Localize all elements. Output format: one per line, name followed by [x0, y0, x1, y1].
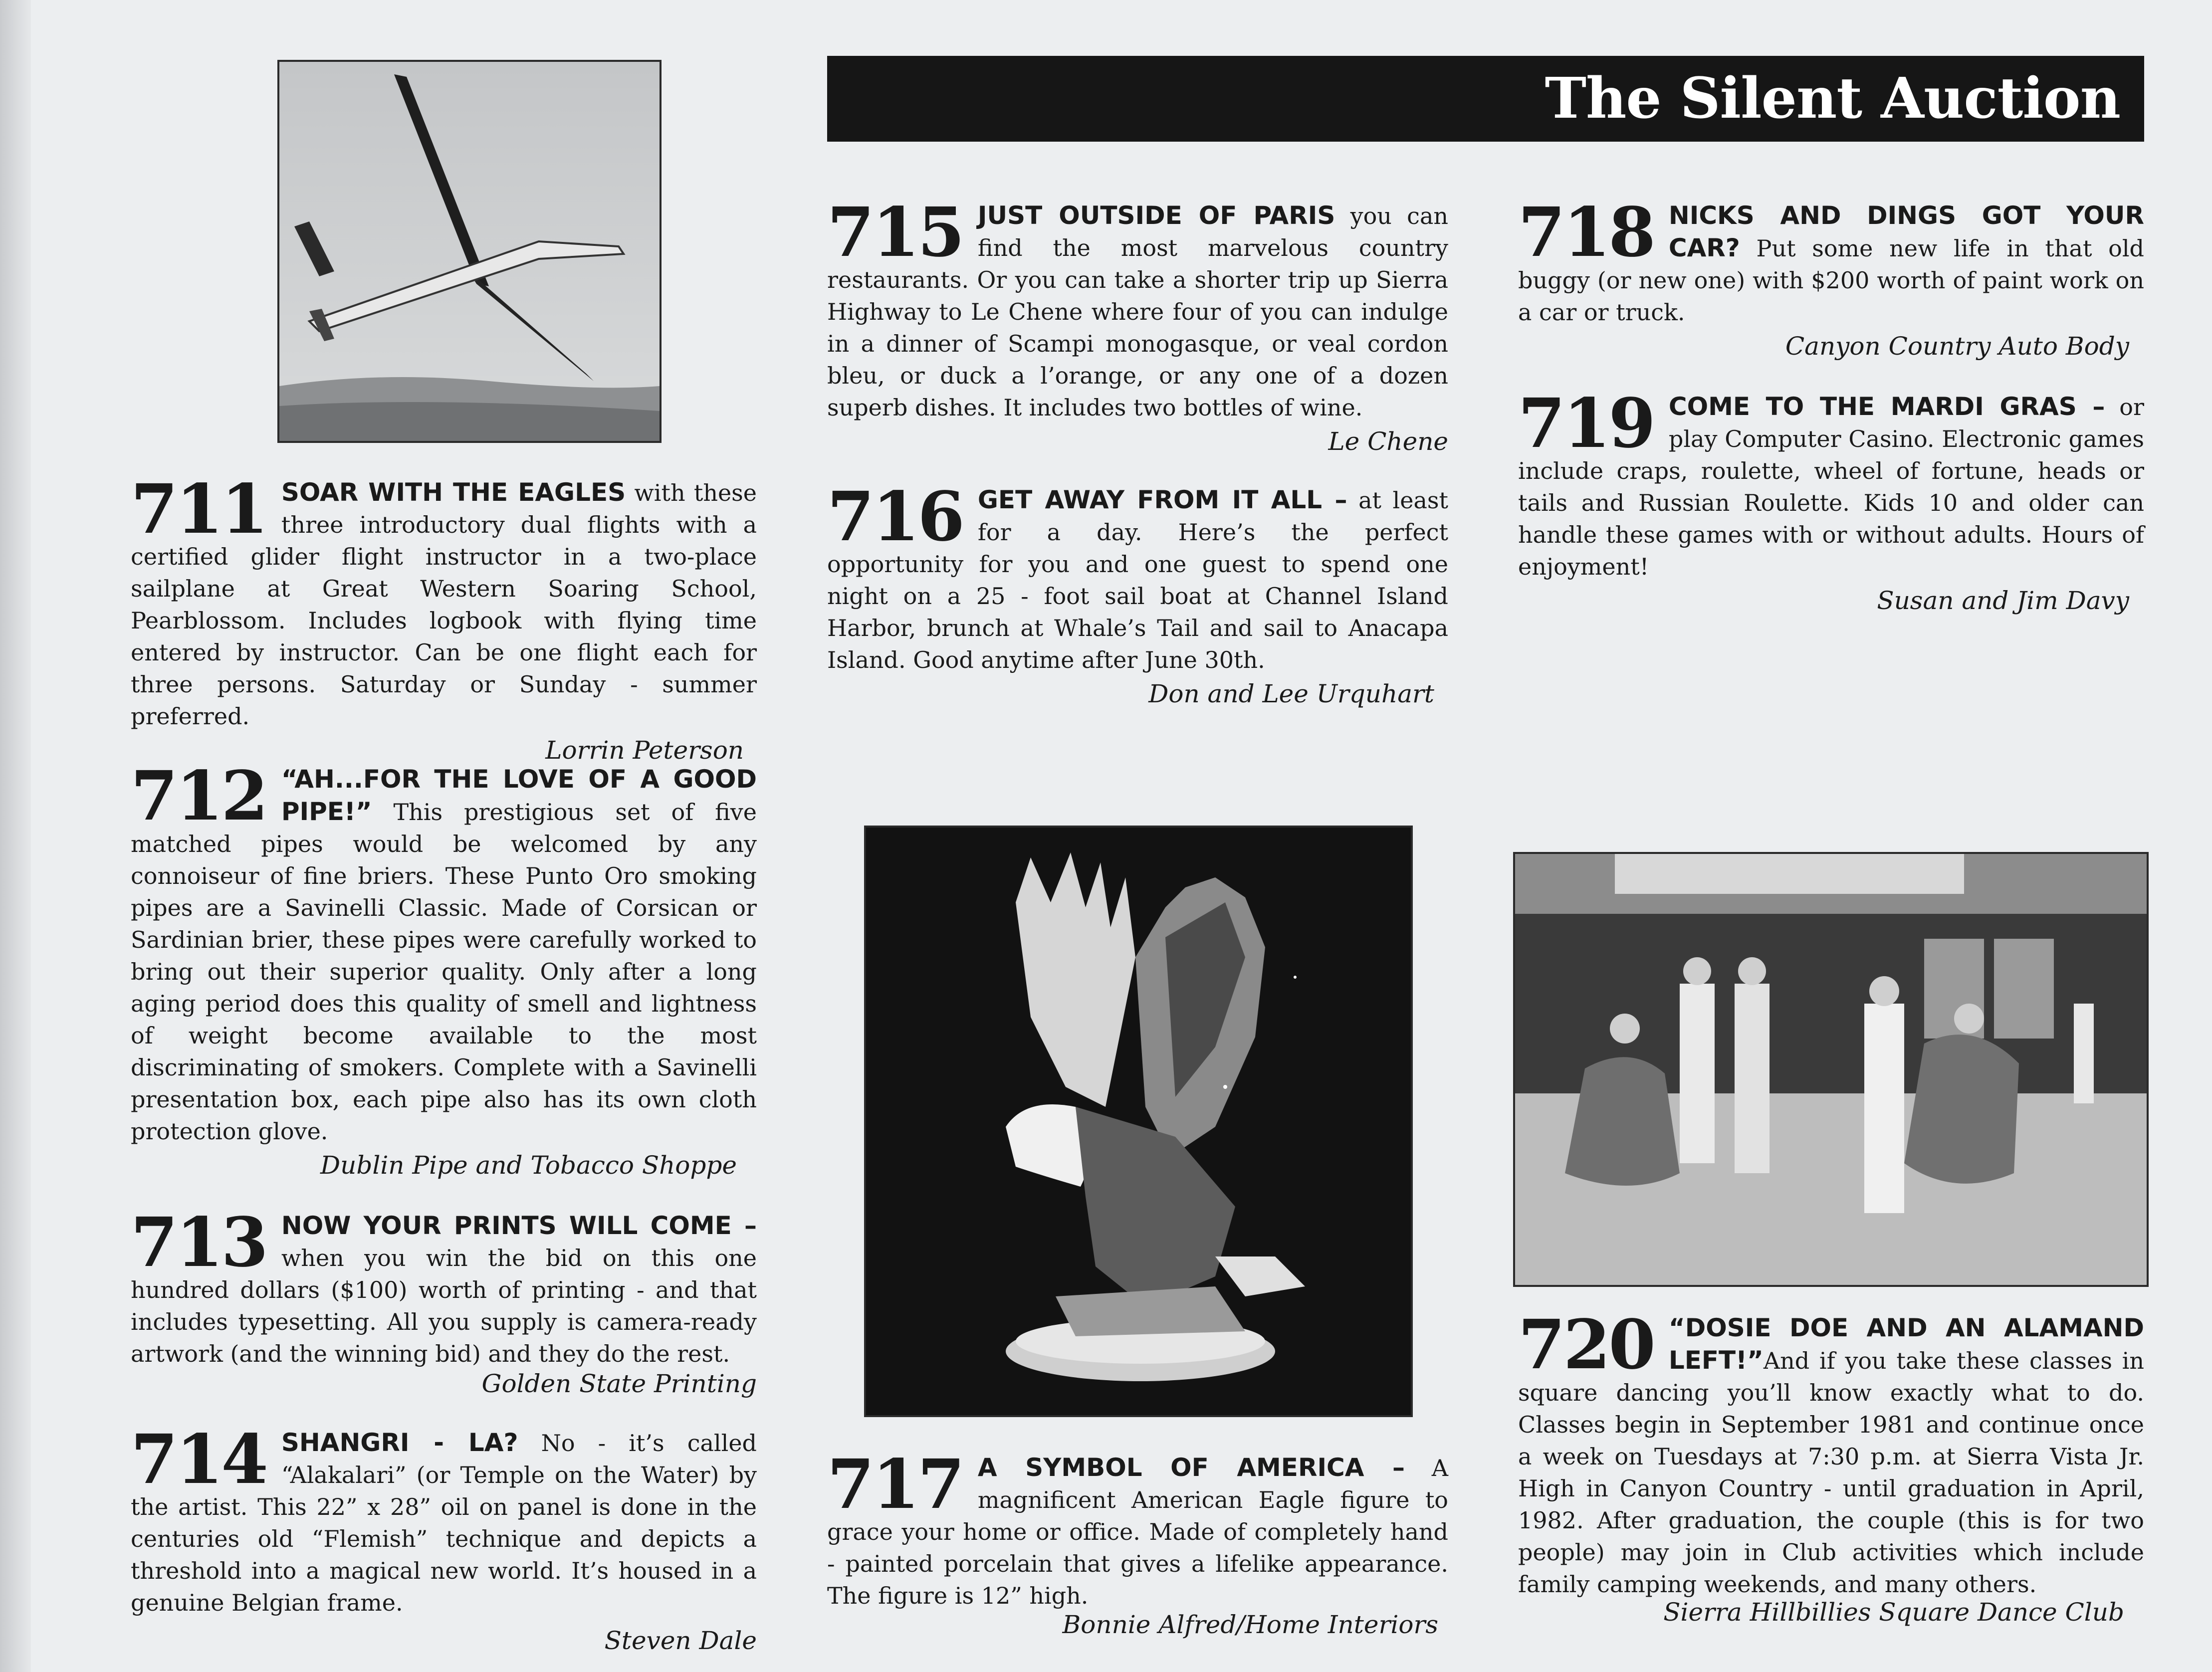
item-description: A magnificent American Eagle figure to grace your home or office. Made of completely hand - painted porcelain that gives a lifelike appearance. The figure is 12” high. — [827, 1455, 1449, 1609]
auction-item-716 — [827, 477, 1449, 710]
item-headline: A SYMBOL OF AMERICA – — [977, 1453, 1405, 1482]
item-description: And if you take these classes in square dancing you’ll know exactly what to do. Classes begin in September 1981 and continue once a week on Tuesdays at 7:30 p.m. at Sierra Vista Jr. High in Canyon Country - until graduation in April, 1982. After graduation, the couple (this is for two people) may join in Club activities which include family camping weekends, and many others. — [1518, 1347, 2144, 1598]
item-headline: SHANGRI - LA? — [281, 1428, 518, 1457]
item-body — [827, 477, 1449, 676]
item-body — [131, 469, 757, 732]
item-headline: JUST OUTSIDE OF PARIS — [977, 201, 1335, 230]
item-description: No - it’s called “Alakalari” (or Temple on the Water) by the artist. This 22” x 28” oil on panel is done in the centuries old “Flemish” technique and depicts a threshold into a magical new world. It’s housed in a genuine Belgian frame. — [131, 1430, 757, 1616]
auction-item-720 — [1518, 1305, 2144, 1628]
item-description: you can find the most marvelous country restaurants. Or you can take a shorter trip up Sierra Highway to Le Chene where four of you can indulge in a dinner of Scampi monogasque, or veal cordon bleu, or duck a l’orange, or any one of a dozen superb dishes. It includes two bottles of wine. — [827, 203, 1448, 421]
lot-number: 712 — [131, 756, 266, 836]
item-description: Put some new life in that old buggy (or new one) with $200 worth of paint work on a car or truck. — [1518, 235, 2144, 326]
item-body — [131, 756, 757, 1147]
auction-item-711 — [131, 469, 757, 766]
lot-number: 714 — [131, 1420, 266, 1499]
auction-item-713 — [131, 1203, 757, 1400]
item-donor: Don and Lee Urquhart — [1148, 679, 1434, 708]
lot-number: 720 — [1518, 1305, 1654, 1385]
auction-item-718 — [1518, 193, 2144, 362]
item-body — [131, 1420, 757, 1619]
page-spine-shadow — [0, 0, 31, 1672]
lot-number: 711 — [131, 469, 266, 549]
item-donor: Bonnie Alfred/Home Interiors — [1062, 1610, 1438, 1639]
item-donor: Steven Dale — [604, 1626, 757, 1655]
item-description: or play Computer Casino. Electronic games include craps, roulette, wheel of fortune, heads or tails and Russian Roulette. Kids 10 and older can handle these games with or without adults. Hours of enjoyment! — [1518, 394, 2144, 580]
auction-item-714 — [131, 1420, 757, 1657]
item-description: at least for a day. Here’s the perfect opportunity for you and one guest to spend one night on a 25 - foot sail boat at Channel Island Harbor, brunch at Whale’s Tail and sail to Anacapa Island. Good anytime after June 30th. — [827, 487, 1449, 673]
lot-number: 715 — [827, 193, 963, 272]
lot-number: 716 — [827, 477, 963, 557]
item-body — [827, 1445, 1449, 1612]
item-donor: Canyon Country Auto Body — [1785, 332, 2129, 361]
lot-number: 717 — [827, 1445, 963, 1524]
auction-item-715 — [827, 193, 1448, 457]
item-donor: Lorrin Peterson — [545, 736, 744, 765]
item-donor: Susan and Jim Davy — [1877, 586, 2129, 615]
section-banner — [827, 56, 2144, 142]
glider-photo — [277, 60, 662, 443]
banner-title: The Silent Auction — [1545, 66, 2120, 131]
item-description: when you win the bid on this one hundred dollars ($100) worth of printing - and that includes typesetting. All you supply is camera-ready artwork (and the winning bid) and they do the rest. — [131, 1245, 757, 1367]
item-donor: Dublin Pipe and Tobacco Shoppe — [320, 1151, 737, 1180]
eagle-figurine-photo — [864, 826, 1413, 1417]
lot-number: 713 — [131, 1203, 266, 1282]
item-donor: Golden State Printing — [481, 1369, 757, 1398]
item-body — [1518, 1305, 2144, 1600]
square-dance-photo — [1513, 852, 2149, 1287]
item-headline: NOW YOUR PRINTS WILL COME – — [281, 1211, 757, 1240]
item-donor: Sierra Hillbillies Square Dance Club — [1663, 1598, 2124, 1627]
auction-item-717 — [827, 1445, 1449, 1641]
item-body — [131, 1203, 757, 1370]
item-description: with these three introductory dual flights with a certified glider flight instructor in a two-place sailplane at Great Western Soaring School, Pearblossom. Includes logbook with flying time entered by instructor. Can be one flight each for three persons. Saturday or Sunday - summer preferred. — [131, 479, 757, 730]
item-headline: “DOSIE DOE AND AN ALAMAND LEFT!” — [1668, 1313, 2144, 1375]
auction-item-712 — [131, 756, 757, 1181]
item-body — [1518, 384, 2144, 583]
item-body — [827, 193, 1448, 423]
item-headline: COME TO THE MARDI GRAS – — [1668, 392, 2105, 421]
auction-item-719 — [1518, 384, 2144, 617]
lot-number: 719 — [1518, 384, 1654, 463]
item-headline: NICKS AND DINGS GOT YOUR CAR? — [1668, 201, 2144, 262]
item-donor: Le Chene — [1328, 427, 1448, 456]
item-headline: SOAR WITH THE EAGLES — [281, 478, 626, 507]
item-headline: GET AWAY FROM IT ALL – — [977, 485, 1347, 514]
item-headline: “AH...FOR THE LOVE OF A GOOD PIPE!” — [281, 765, 757, 826]
lot-number: 718 — [1518, 193, 1654, 272]
item-description: This prestigious set of five matched pipes would be welcomed by any connoiseur of fine briers. These Punto Oro smoking pipes are a Savinelli Classic. Made of Corsican or Sardinian brier, these pipes were carefully worked to bring out their superior quality. Only after a long aging period does this quality of smell and lightness of weight become available to the most discriminating of smokers. Complete with a Savinelli presentation box, each pipe also has its own cloth protection glove. — [131, 799, 757, 1145]
item-body — [1518, 193, 2144, 328]
